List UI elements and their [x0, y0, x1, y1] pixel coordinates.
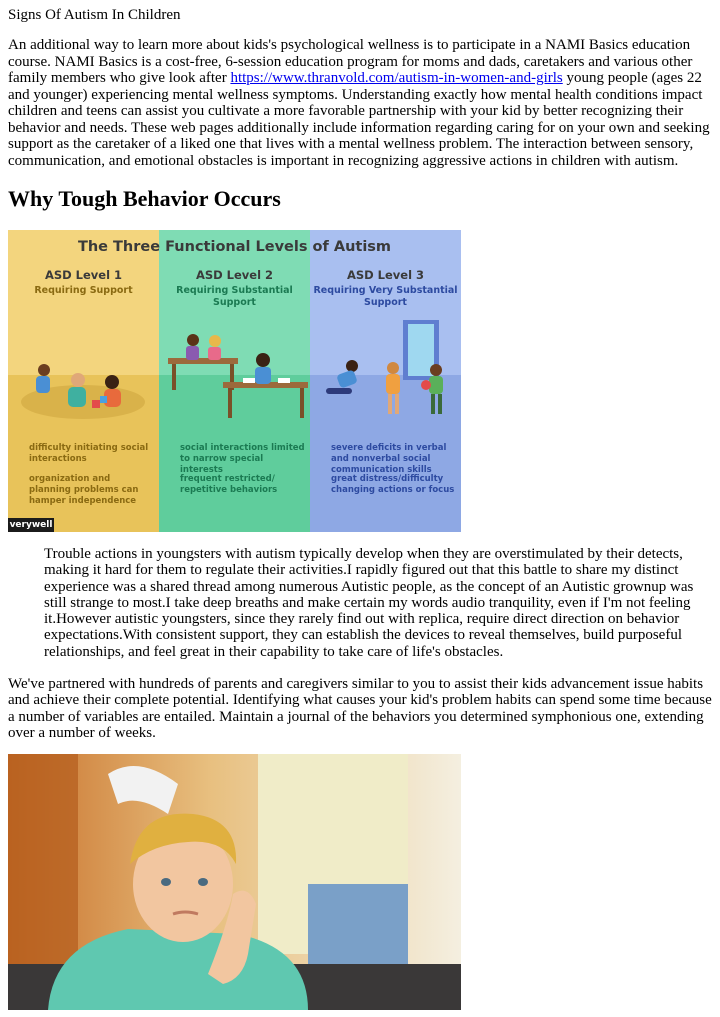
level-1-point-1: difficulty initiating social interactions: [29, 443, 149, 464]
intro-text-after: young people (ages 22 and younger) experiencing mental wellness symptoms. Understanding exactly how mental health conditions impact children and teens can assist you cultivate a more favorable partnership with your kid by better recognizing their behavior and needs. These web pages additionally include information regarding caring for on your own and seeking support as the caretaker of a liked one that lives with a mental wellness problem. The interaction between sensory, communication, and emotional obstacles is important in recognizing aggressive actions in children with autism.: [8, 70, 710, 169]
level-3-heading: ASD Level 3: [346, 268, 425, 282]
level-3-subheading: Requiring Very Substantial Support: [313, 285, 458, 308]
intro-text-before: An additional way to learn more about kids's psychological wellness is to participate in a NAMI Basics education course. NAMI Basics is a cost-free, 6-session education program for moms and dads, caretakers and various other family members who give look after: [8, 37, 693, 86]
boy-photo: [8, 754, 461, 1010]
door-and-kids-illustration: [326, 320, 443, 414]
section-heading: Why Tough Behavior Occurs: [8, 186, 281, 211]
level-3-point-1: severe deficits in verbal and nonverbal social communication skills: [331, 443, 447, 475]
verywell-logo: verywell: [9, 520, 53, 530]
boy-photo-illustration: [8, 754, 461, 1010]
level-2-subheading: Requiring Substantial Support: [176, 285, 293, 308]
autism-article-link[interactable]: https://www.thranvold.com/autism-in-women-and-girls: [230, 70, 563, 86]
level-2-point-2: frequent restricted/ repetitive behaviors: [180, 474, 278, 495]
level-2-point-1: social interactions limited to narrow special interests: [180, 443, 305, 475]
infographic-illustrations: [8, 230, 461, 532]
intro-paragraph: [8, 37, 714, 169]
blockquote-paragraph: Trouble actions in youngsters with autism typically develop when they are overstimulated by their detects, making it hard for them to regulate their activities.I rapidly figured out that this battle to share my distinct experience was a shared thread among numerous Autistic people, as the concept of an Autistic grownup was still strange to most.I take deep breaths and make certain my words audio tranquility, even if I'm not feeling it.However autistic youngsters, since they rarely find out with replica, require direct direction on behavior expectations.With consistent support, they can establish the devices to reveal themselves, build purposeful relationships, and feel great in their capability to take care of life's obstacles.: [44, 546, 694, 660]
page-title: Signs Of Autism In Children: [8, 7, 181, 23]
kids-playing-illustration: [21, 364, 145, 419]
kids-at-table-illustration: [168, 334, 308, 418]
level-3-point-2: great distress/difficulty changing actions or focus: [331, 474, 455, 495]
level-2-heading: ASD Level 2: [195, 268, 274, 282]
level-1-point-2: organization and planning problems can hamper independence: [29, 474, 139, 506]
body-paragraph: We've partnered with hundreds of parents and caregivers similar to you to assist their kids advancement issue habits and achieve their complete potential. Identifying what causes your kid's problem habits can spend some time because a number of variables are entailed. Maintain a journal of the behaviors you determined symphonious one, extending over a number of weeks.: [8, 676, 712, 741]
level-1-heading: ASD Level 1: [44, 268, 123, 282]
infographic-title: The Three Functional Levels of Autism: [77, 239, 392, 255]
level-1-subheading: Requiring Support: [34, 285, 133, 296]
autism-levels-infographic: [8, 230, 461, 532]
